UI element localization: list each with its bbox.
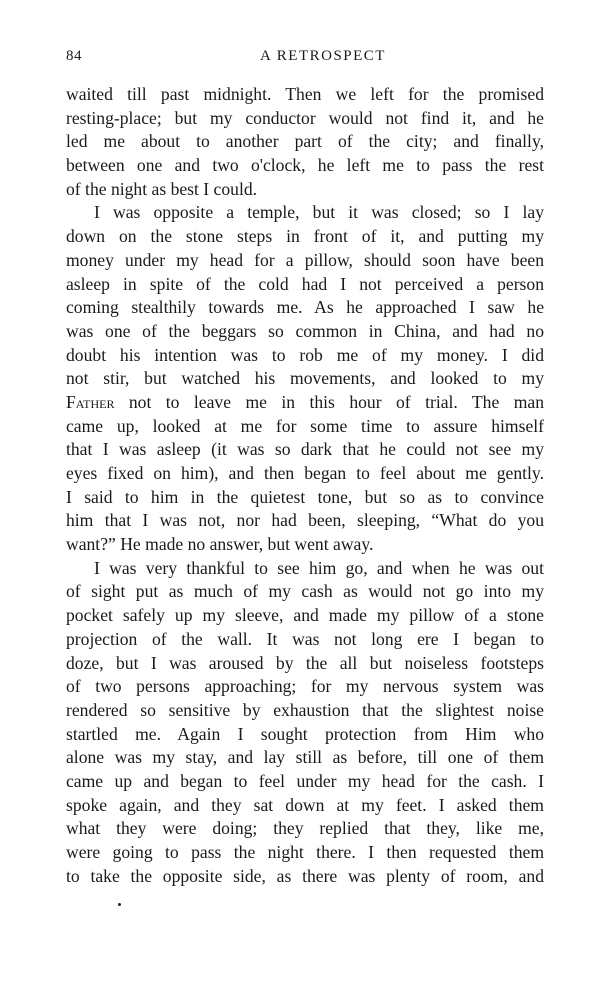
text-line: waited till past midnight. Then we left for the promised (66, 84, 544, 104)
text-line: of sight put as much of my cash as would not go into my (66, 581, 544, 602)
text-line: want?” He made no answer, but went away. (66, 534, 374, 555)
text-line: pocket safely up my sleeve, and made my pillow of a stone (66, 605, 544, 626)
running-title: A RETROSPECT (260, 48, 386, 64)
text-line: doubt his intention was to rob me of my money. I did (66, 344, 544, 365)
paragraph (66, 557, 544, 889)
text-line: what they were doing; they replied that they, like me, (66, 818, 544, 839)
paragraph (66, 83, 544, 201)
text-fragment: not to leave me in this hour of trial. The man (114, 391, 544, 412)
text-line: doze, but I was aroused by the all but noiseless footsteps (66, 652, 544, 673)
text-line: I said to him in the quietest tone, but so as to convince (66, 486, 544, 507)
ink-speck (118, 903, 121, 906)
text-line: projection of the wall. It was not long ere I began to (66, 628, 544, 649)
text-line: came up and began to feel under my head for the cash. I (66, 770, 544, 791)
text-line: I was opposite a temple, but it was closed; so I lay (94, 202, 544, 223)
paragraph (66, 201, 544, 556)
text-line: alone was my stay, and lay still as before, till one of them (66, 747, 544, 768)
text-line: money under my head for a pillow, should soon have been (66, 249, 544, 270)
text-line: of two persons approaching; for my nervous system was (66, 676, 544, 697)
text-line (66, 391, 544, 415)
page-number: 84 (66, 48, 82, 64)
text-line: of the night as best I could. (66, 178, 258, 199)
text-line: to take the opposite side, as there was plenty of room, and (66, 865, 544, 886)
text-line: between one and two o'clock, he left me to pass the rest (66, 155, 544, 176)
text-line: were going to pass the night there. I then requested them (66, 842, 544, 862)
text-line: eyes fixed on him), and then began to feel about me gently. (66, 463, 544, 483)
text-line: him that I was not, nor had been, sleeping, “What do you (66, 510, 544, 531)
text-line: was one of the beggars so common in China, and had no (66, 320, 544, 341)
text-line: led me about to another part of the city; and finally, (66, 131, 544, 152)
body-text (66, 83, 544, 888)
text-line: came up, looked at me for some time to assure himself (66, 415, 544, 436)
text-line: spoke again, and they sat down at my feet. I asked them (66, 794, 544, 815)
small-caps-word: Father (66, 391, 115, 412)
text-line: startled me. Again I sought protection from Him who (66, 723, 544, 744)
text-line: asleep in spite of the cold had I not perceived a person (66, 273, 544, 294)
text-line: that I was asleep (it was so dark that he could not see my (66, 439, 544, 460)
text-line: down on the stone steps in front of it, and putting my (66, 226, 544, 247)
text-line: coming stealthily towards me. As he approached I saw he (66, 297, 544, 318)
text-line: rendered so sensitive by exhaustion that the slightest noise (66, 699, 544, 720)
text-line: not stir, but watched his movements, and looked to my (66, 368, 544, 389)
text-line: resting-place; but my conductor would not find it, and he (66, 107, 544, 128)
running-head (66, 48, 546, 70)
text-line: I was very thankful to see him go, and when he was out (94, 557, 544, 578)
